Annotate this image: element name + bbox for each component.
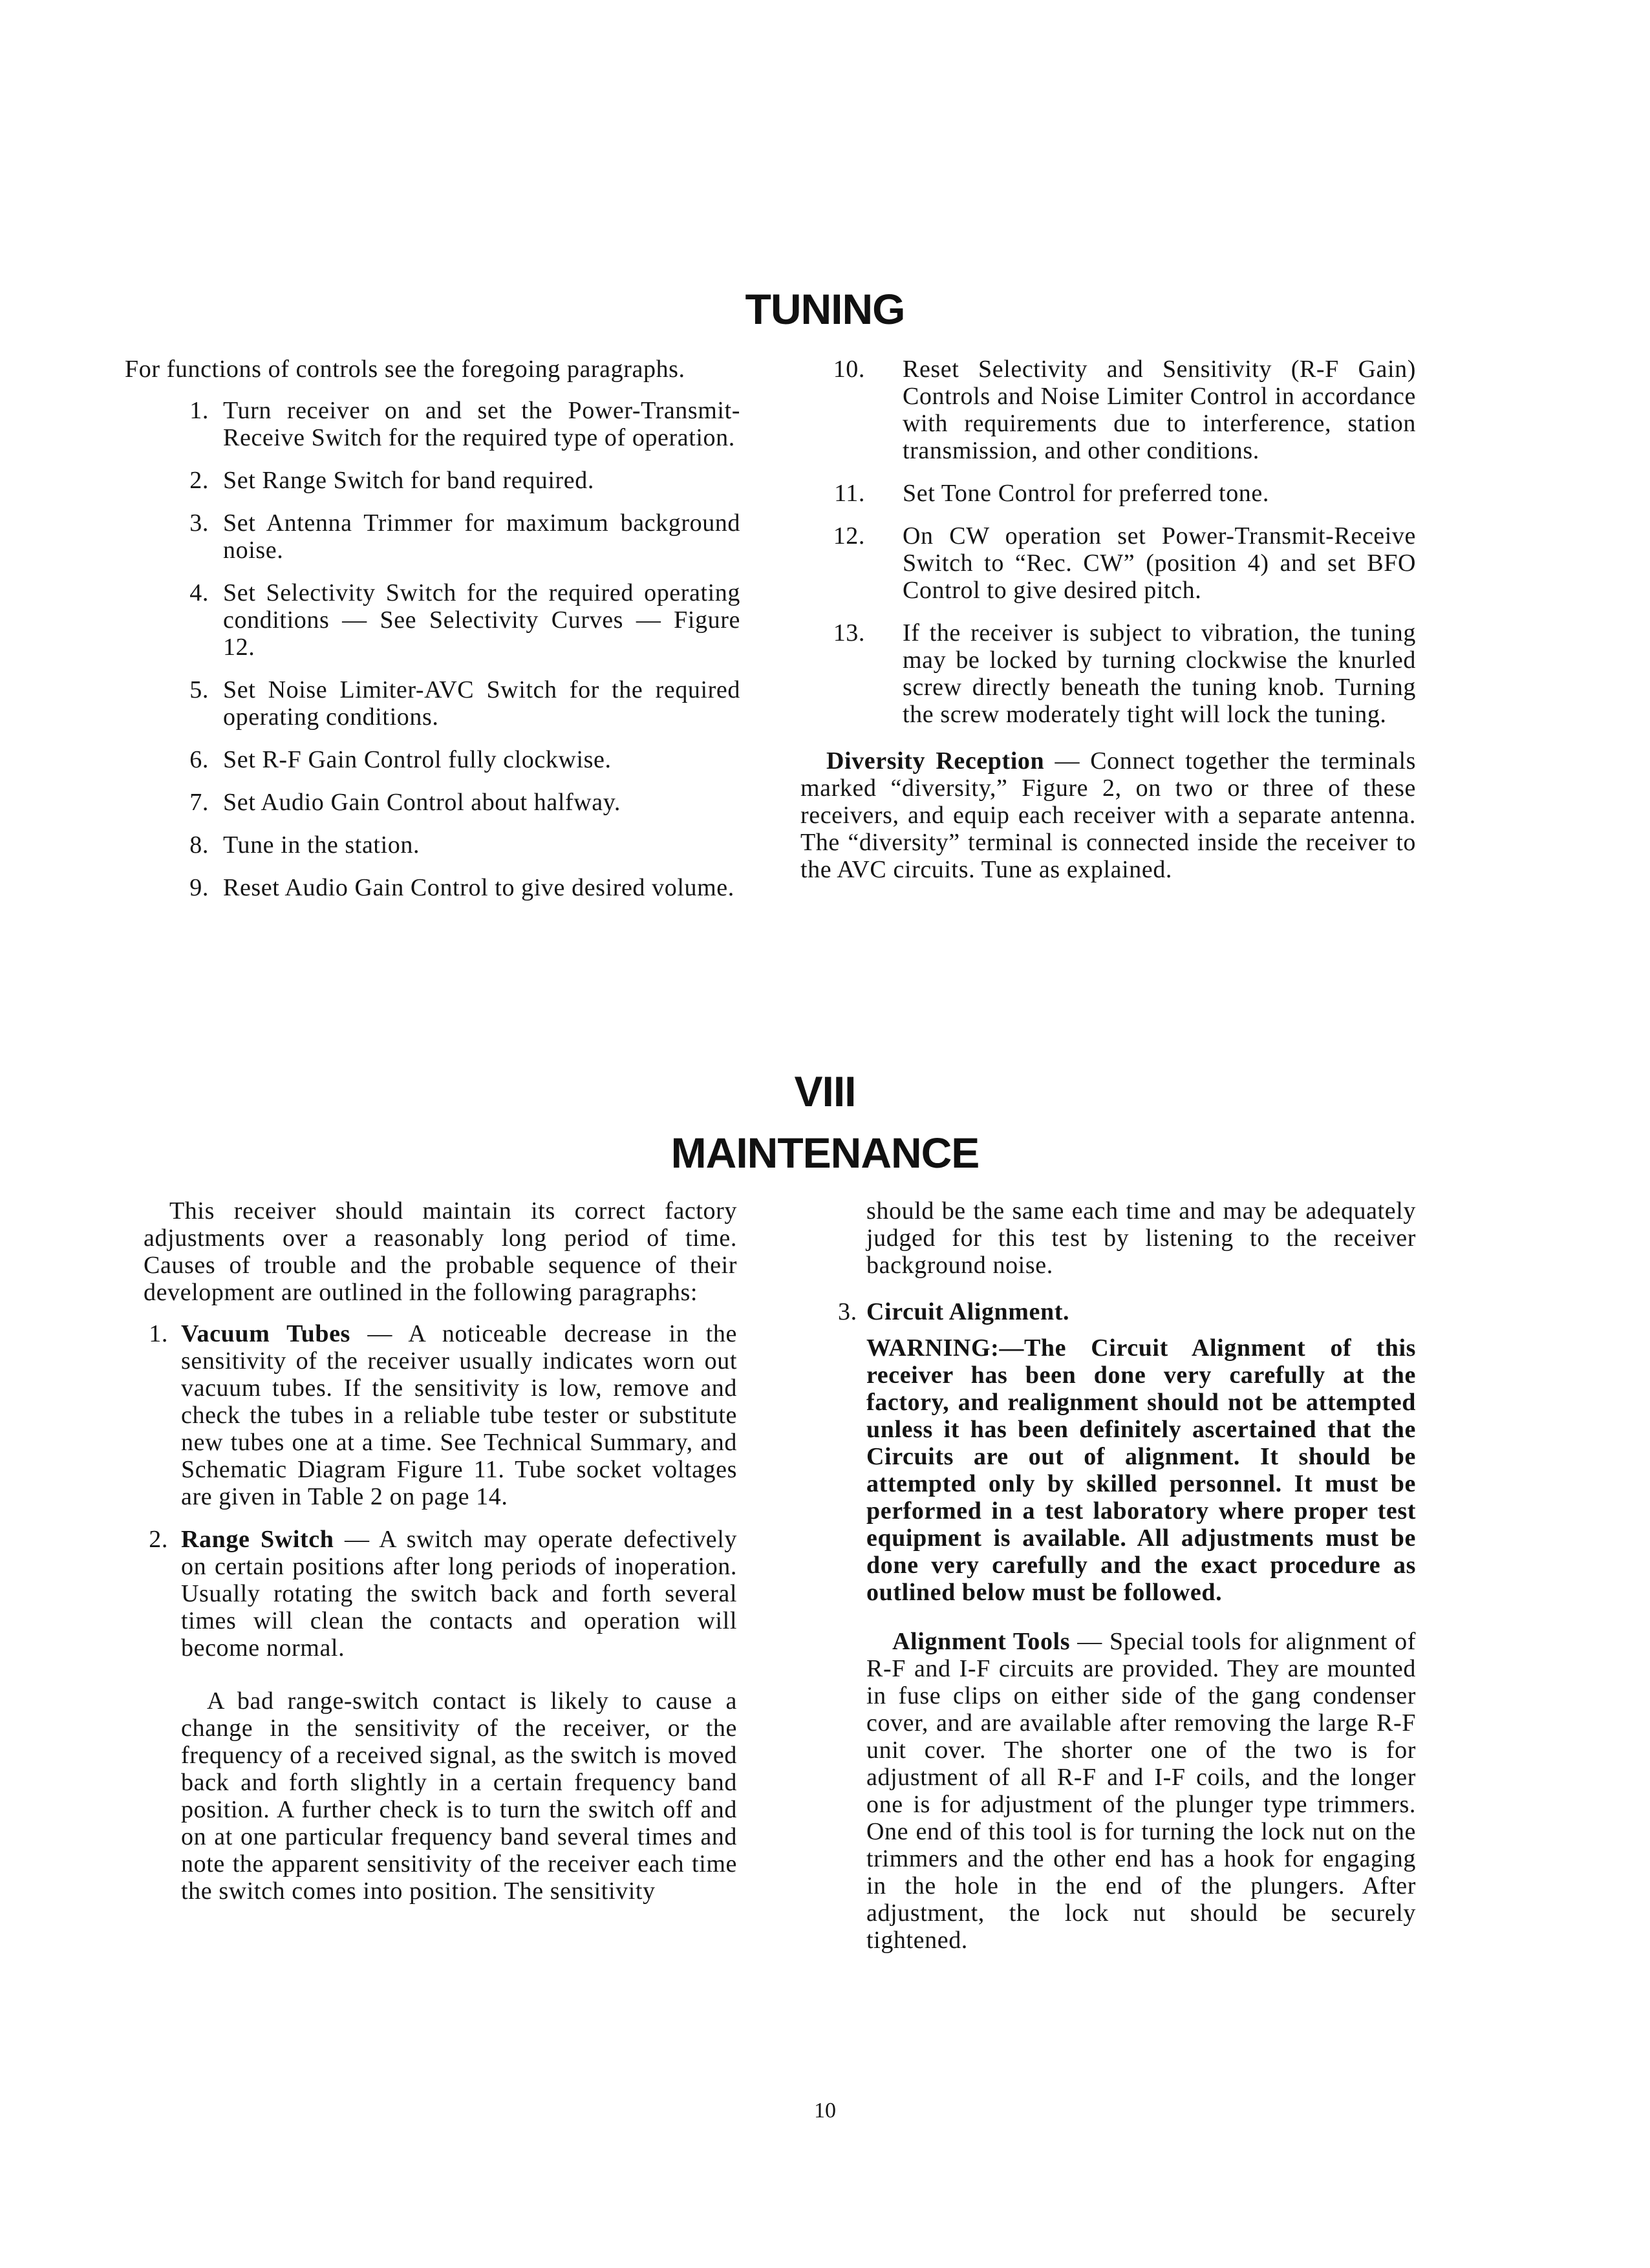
item-number: 1. [149, 1320, 168, 1347]
tuning-step [125, 397, 740, 451]
step-text: Set Noise Limiter-AVC Switch for the required operating conditions. [223, 676, 740, 731]
diversity-lead: Diversity Reception [826, 747, 1045, 775]
diversity-text: — Connect together the terminals marked “diversity,” Figure 2, on two or three of these receivers, and equip each receiver with a separate antenna. The “diversity” terminal is connected inside the receiver to the AVC circuits. Tune as explained. [800, 747, 1416, 883]
item-number: 3. [838, 1298, 857, 1325]
tuning-intro: For functions of controls see the foregoing paragraphs. [125, 356, 685, 383]
step-text: Reset Selectivity and Sensitivity (R-F Gain) Controls and Noise Limiter Control in accordance with requirements due to interference, station transmission, and other conditions. [903, 356, 1416, 464]
item-text: — A noticeable decrease in the sensitivity of the receiver usually indicates worn out vacuum tubes. If the sensitivity is low, remove and check the tubes in a reliable tube tester or substitute new tubes one at a time. See Technical Summary, and Schematic Diagram Figure 11. Tube socket voltages are given in Table 2 on page 14. [181, 1320, 737, 1510]
maintenance-item-circuit-alignment [838, 1298, 1416, 1954]
maintenance-heading: MAINTENANCE [670, 1129, 980, 1177]
step-number: 4. [189, 579, 209, 606]
step-number: 1. [189, 397, 209, 424]
tuning-steps-left [125, 397, 740, 901]
step-text: On CW operation set Power-Transmit-Receive Switch to “Rec. CW” (position 4) and set BFO Control to give desired pitch. [903, 522, 1416, 604]
tuning-step [125, 676, 740, 731]
step-number: 2. [189, 467, 209, 494]
range-switch-continuation: A bad range-switch contact is likely to cause a change in the sensitivity of the receiver, or the frequency of a received signal, as the switch is moved back and forth slightly in a certain frequency band position. A further check is to turn the switch off and on at one particular frequency band several times and note the apparent sensitivity of the receiver each time the switch comes into position. The sensitivity [181, 1687, 737, 1905]
page-number: 10 [814, 2099, 836, 2123]
step-number: 9. [189, 874, 209, 901]
maintenance-right-column [838, 1197, 1416, 1969]
step-text: Turn receiver on and set the Power-Transmit-Receive Switch for the required type of operation. [223, 397, 740, 451]
maintenance-item-vacuum-tubes [144, 1320, 737, 1510]
step-number: 13. [833, 619, 865, 647]
step-text: Reset Audio Gain Control to give desired volume. [223, 874, 734, 901]
item-number: 2. [149, 1526, 168, 1553]
item-text: — A switch may operate defectively on certain positions after long periods of inoperation. Usually rotating the switch back and forth several times will clean the contacts and operation will become normal. [181, 1526, 737, 1662]
tuning-step [125, 746, 740, 773]
step-number: 5. [189, 676, 209, 703]
tuning-step [125, 509, 740, 564]
alignment-tools-text: — Special tools for alignment of R-F and I-F circuits are provided. They are mounted in fuse clips on either side of the gang condenser cover, and are available after removing the large R-F unit cover. The shorter one of the two is for adjustment of all R-F and I-F coils, and the longer one is for adjustment of the plunger type trimmers. One end of this tool is for turning the lock nut on the trimmers and the other end has a hook for engaging in the hole in the end of the plungers. After adjustment, the lock nut should be securely tightened. [866, 1628, 1416, 1954]
tuning-step [800, 619, 1416, 728]
step-number: 6. [189, 746, 209, 773]
maintenance-intro: This receiver should maintain its correct factory adjustments over a reasonably long period of time. Causes of trouble and the probable sequence of their development are outlined in the following paragraphs: [144, 1197, 737, 1306]
alignment-tools-lead: Alignment Tools [892, 1628, 1071, 1655]
item-lead: Vacuum Tubes [181, 1320, 350, 1347]
step-text: Set R-F Gain Control fully clockwise. [223, 746, 612, 773]
tuning-step [800, 356, 1416, 464]
step-number: 8. [189, 831, 209, 859]
item-lead: Circuit Alignment. [866, 1298, 1070, 1325]
step-number: 10. [833, 356, 865, 383]
step-text: Tune in the station. [223, 831, 420, 859]
tuning-step [125, 831, 740, 859]
range-switch-continuation-right: should be the same each time and may be adequately judged for this test by listening to the receiver background noise. [866, 1197, 1416, 1279]
tuning-step [800, 480, 1416, 507]
warning-paragraph: WARNING:—The Circuit Alignment of this receiver has been done very carefully at the factory, and realignment should not be attempted unless it has been definitely ascertained that the Circuits are out of alignment. It should be attempted only by skilled personnel. It must be performed in a test laboratory where proper test equipment is available. All adjustments must be done very carefully and the exact procedure as outlined below must be followed. [866, 1334, 1416, 1606]
step-number: 12. [833, 522, 865, 550]
tuning-step [125, 467, 740, 494]
diversity-paragraph [800, 747, 1416, 883]
tuning-heading: TUNING [745, 285, 905, 333]
maintenance-item-range-switch [144, 1526, 737, 1905]
step-text: Set Audio Gain Control about halfway. [223, 789, 621, 816]
step-number: 3. [189, 509, 209, 537]
step-text: If the receiver is subject to vibration, the tuning may be locked by turning clockwise the knurled screw directly beneath the tuning knob. Turning the screw moderately tight will lock the tuning. [903, 619, 1416, 728]
item-lead: Range Switch [181, 1526, 334, 1553]
tuning-steps-right [800, 356, 1416, 728]
tuning-step [125, 789, 740, 816]
tuning-step [125, 874, 740, 901]
alignment-tools-paragraph [866, 1628, 1416, 1954]
step-text: Set Range Switch for band required. [223, 467, 594, 494]
step-number: 11. [834, 480, 865, 507]
step-text: Set Antenna Trimmer for maximum background noise. [223, 509, 740, 564]
chapter-number: VIII [794, 1067, 856, 1115]
maintenance-left-column [144, 1197, 737, 1920]
step-text: Set Tone Control for preferred tone. [903, 480, 1269, 507]
step-text: Set Selectivity Switch for the required operating conditions — See Selectivity Curves — Figure 12. [223, 579, 740, 661]
step-number: 7. [189, 789, 209, 816]
tuning-step [125, 579, 740, 661]
tuning-left-column [125, 356, 740, 917]
tuning-right-column [800, 356, 1416, 897]
tuning-step [800, 522, 1416, 604]
